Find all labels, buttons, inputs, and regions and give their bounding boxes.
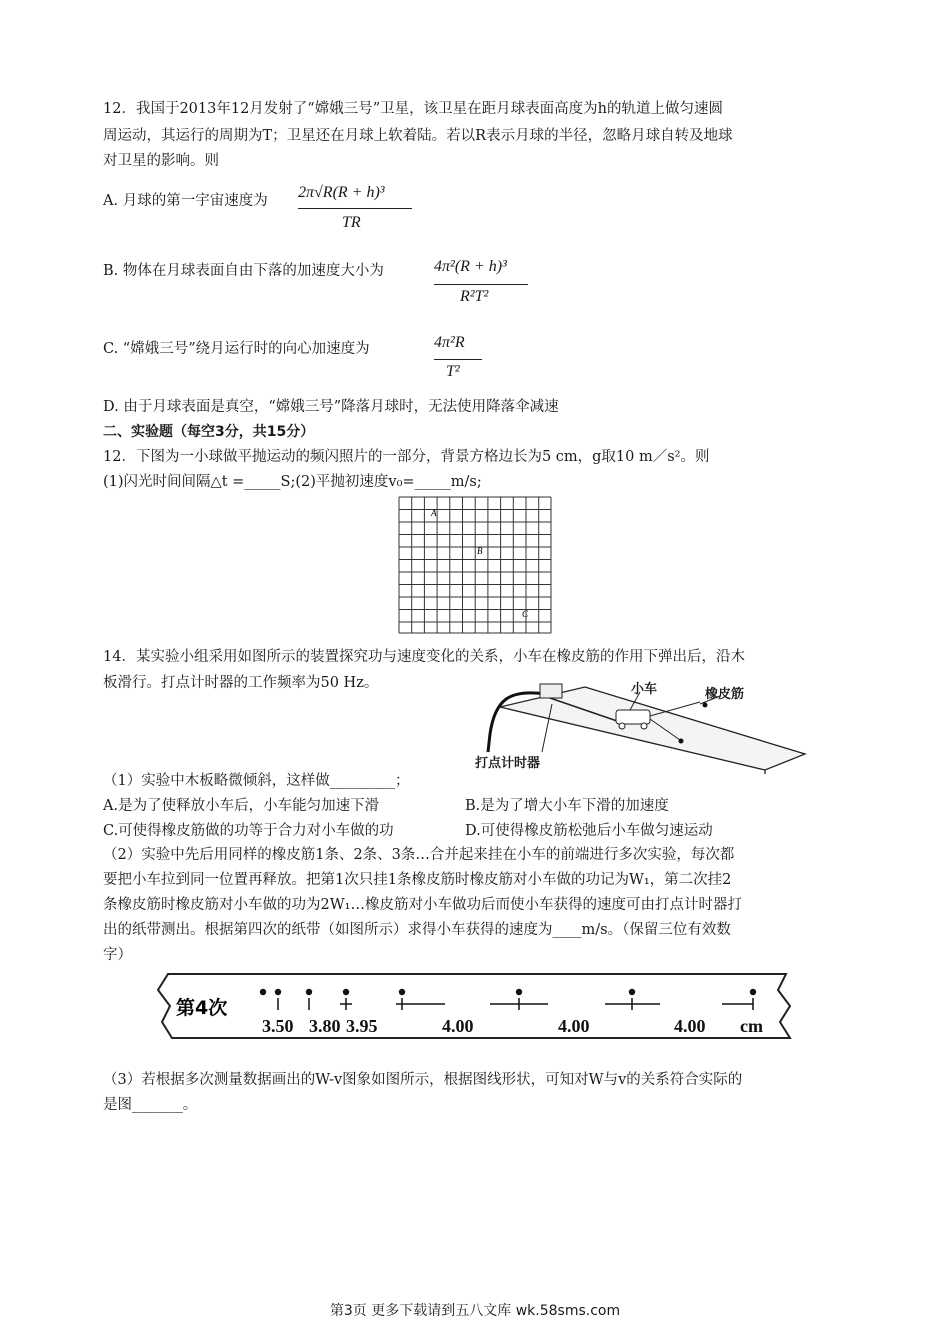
tape-distance-2: 3.80 xyxy=(309,1016,341,1036)
option-b-text: B. 物体在月球表面自由下落的加速度大小为 xyxy=(103,263,384,279)
wooden-board xyxy=(500,687,805,770)
q12a-line2: 周运动，其运行的周期为T；卫星还在月球上软着陆。若以R表示月球的半径，忽略月球自转及地球 xyxy=(103,128,733,144)
option-d-text: D. 由于月球表面是真空，“嫦娥三号”降落月球时，无法使用降落伞减速 xyxy=(103,399,559,415)
q14-part2-line1: （2）实验中先后用同样的橡皮筋1条、2条、3条…合并起来挂在小车的前端进行多次实验，每次都 xyxy=(103,847,735,863)
q12b-line2: (1)闪光时间间隔△t =_____S;(2)平抛初速度v₀=_____m/s; xyxy=(103,474,482,490)
q14-line1: 14．某实验小组采用如图所示的装置探究功与速度变化的关系，小车在橡皮筋的作用下弹出后，沿木 xyxy=(103,649,745,665)
option-c-text: C. “嫦娥三号”绕月运行时的向心加速度为 xyxy=(103,341,370,357)
grid-point-c: C xyxy=(522,609,529,619)
grid-lines xyxy=(399,497,551,633)
option-b-fraction-bar xyxy=(434,284,528,285)
q14-option-a: A.是为了使释放小车后，小车能匀加速下滑 xyxy=(103,798,380,814)
tape-unit: cm xyxy=(740,1016,763,1036)
q14-option-b: B.是为了增大小车下滑的加速度 xyxy=(465,798,669,814)
option-b-denominator: R²T² xyxy=(460,288,489,305)
projectile-grid-figure xyxy=(398,496,552,634)
q14-option-c: C.可使得橡皮筋做的功等于合力对小车做的功 xyxy=(103,823,394,839)
cart xyxy=(616,710,650,724)
section-2-title: 二、实验题（每空3分，共15分） xyxy=(103,424,315,440)
q14-part2-line3: 条橡皮筋时橡皮筋对小车做的功为2W₁…橡皮筋对小车做功后而使小车获得的速度可由打点计时器打 xyxy=(103,897,742,913)
q14-part2-line5: 字） xyxy=(103,947,132,963)
q14-part3-line2: 是图_______。 xyxy=(103,1097,198,1113)
label-ticker-timer: 打点计时器 xyxy=(475,756,541,771)
label-rubber-band: 橡皮筋 xyxy=(705,687,745,702)
tape-distance-4: 4.00 xyxy=(442,1016,474,1036)
option-c-numerator: 4π²R xyxy=(434,334,465,351)
q12b-line1: 12．下图为一小球做平抛运动的频闪照片的一部分，背景方格边长为5 cm，g取10 m／s²。则 xyxy=(103,449,710,465)
grid-point-b: B xyxy=(477,546,483,556)
tape-distance-3: 3.95 xyxy=(346,1016,378,1036)
page-footer: 第3页 更多下载请到五八文库 wk.58sms.com xyxy=(329,1303,621,1319)
q14-part2-line2: 要把小车拉到同一位置再释放。把第1次只挂1条橡皮筋时橡皮筋对小车做的功记为W₁，第二次挂2 xyxy=(103,872,732,888)
tape-distance-6: 4.00 xyxy=(674,1016,706,1036)
q12a-line1: 12．我国于2013年12月发射了“嫦娥三号”卫星，该卫星在距月球表面高度为h的轨道上做匀速圆 xyxy=(103,101,723,117)
q14-part3-line1: （3）若根据多次测量数据画出的W-v图象如图所示，根据图线形状，可知对W与v的关系符合实际的 xyxy=(103,1072,743,1088)
paper-tape-figure xyxy=(150,968,800,1048)
option-c-denominator: T² xyxy=(446,363,460,380)
ticker-timer xyxy=(540,684,562,698)
option-b-formula xyxy=(434,258,530,310)
option-a-denominator: TR xyxy=(342,214,361,231)
q12a-line3: 对卫星的影响。则 xyxy=(103,153,219,169)
tape-distance-1: 3.50 xyxy=(262,1016,294,1036)
option-c-formula xyxy=(434,334,486,386)
option-c-fraction-bar xyxy=(434,359,482,360)
grid-point-a: A xyxy=(431,508,437,518)
option-a-numerator: 2π√R(R + h)³ xyxy=(298,184,385,201)
q14-line2: 板滑行。打点计时器的工作频率为50 Hz。 xyxy=(103,675,379,691)
option-b-numerator: 4π²(R + h)³ xyxy=(434,258,507,275)
tape-distance-5: 4.00 xyxy=(558,1016,590,1036)
q14-part1: （1）实验中木板略微倾斜，这样做_________； xyxy=(103,773,410,789)
q14-part2-line4: 出的纸带测出。根据第四次的纸带（如图所示）求得小车获得的速度为____m/s。（保留三位有效数 xyxy=(103,922,731,938)
label-car: 小车 xyxy=(631,682,658,697)
q14-option-d: D.可使得橡皮筋松弛后小车做匀速运动 xyxy=(465,823,713,839)
option-a-fraction-bar xyxy=(298,208,412,209)
tape-label: 第4次 xyxy=(176,997,228,1019)
option-a-text: A. 月球的第一宇宙速度为 xyxy=(103,193,268,209)
option-a-formula xyxy=(298,184,414,236)
